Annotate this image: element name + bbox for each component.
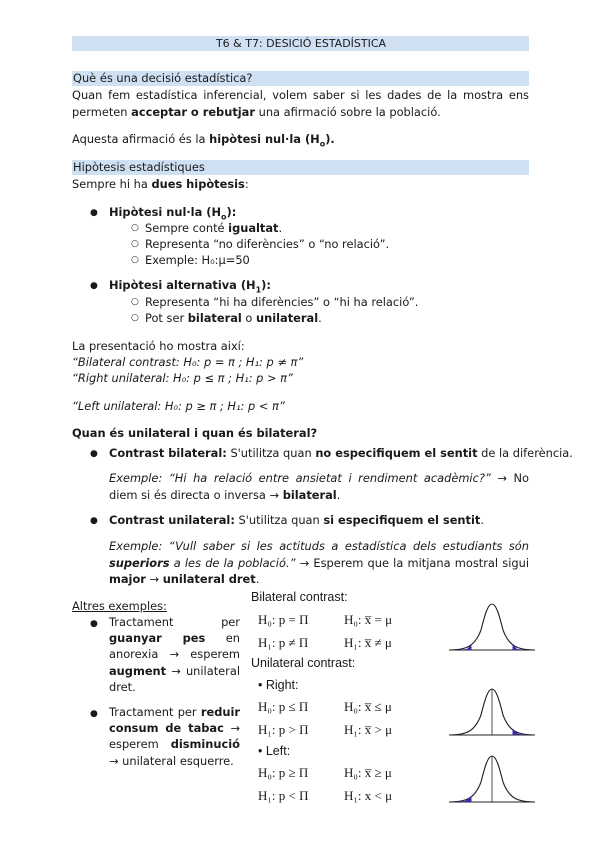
subscript: 1 xyxy=(255,285,262,295)
text: . xyxy=(336,487,341,502)
bold-text: acceptar o rebutjar xyxy=(131,104,255,119)
text: S'utilitza quan xyxy=(226,446,316,460)
bold-text: ). xyxy=(325,132,335,146)
bold-text: unilateral xyxy=(256,311,319,325)
text: Pot ser xyxy=(145,311,188,325)
fig-r-h0m: H₀: x̅ ≤ μ xyxy=(344,699,392,714)
left-curve-graphic xyxy=(447,752,537,808)
bold-text: reduir consum de tabac xyxy=(109,705,240,736)
bold-text: ): xyxy=(226,205,237,219)
bold-text: si especifiquem el sentit xyxy=(323,513,481,527)
bold-text: Hipòtesi nul·la (H xyxy=(109,205,221,219)
fig-unilateral-title: Unilateral contrast: xyxy=(251,656,356,670)
text: . xyxy=(278,221,283,235)
paragraph-h0 xyxy=(72,131,335,152)
subscript: o xyxy=(319,139,326,149)
bell-curve xyxy=(449,604,535,650)
section-heading-text: Què és una decisió estadística? xyxy=(73,71,253,85)
bullet-icon: ● xyxy=(90,281,98,291)
example-1 xyxy=(109,614,240,695)
text: : xyxy=(244,177,249,191)
fig-l-h1: H₁: p < Π xyxy=(258,788,309,803)
h0-item-2: Representa “no diferències” o “no relació”. xyxy=(145,237,390,251)
bold-text: Contrast unilateral: xyxy=(109,513,235,527)
bold-text: dues hipòtesis xyxy=(151,177,245,191)
fig-right-label: • Right: xyxy=(258,678,299,692)
circle-bullet-icon: ○ xyxy=(131,313,139,323)
section-heading-quan xyxy=(72,425,317,441)
circle-bullet-icon: ○ xyxy=(131,239,139,249)
example-2 xyxy=(109,704,240,769)
subscript: o xyxy=(220,212,227,222)
section-heading-text: Hipòtesis estadístiques xyxy=(73,160,205,174)
fig-bil-h0: H₀: p = Π xyxy=(258,612,309,627)
right-curve-graphic xyxy=(447,685,537,741)
fig-r-h1: H₁: p > Π xyxy=(258,722,309,737)
unilateral-example xyxy=(109,538,529,588)
bilateral-curve-graphic xyxy=(447,600,537,656)
italic-text: Exemple: “Vull saber si les actituds a estadística dels estudiants són xyxy=(109,539,529,553)
bullet-icon: ● xyxy=(90,449,98,459)
quote-right: “Right unilateral: H₀: p ≤ π ; H₁: p > π” xyxy=(72,371,293,385)
bold-text: hipòtesi nul·la (H xyxy=(209,132,320,146)
bold-text: Contrast bilateral: xyxy=(109,446,227,460)
circle-bullet-icon: ○ xyxy=(131,297,139,307)
bold-text: augment xyxy=(109,663,167,678)
bold-text: bilateral xyxy=(187,311,242,325)
fig-r-h0: H₀: p ≤ Π xyxy=(258,699,309,714)
fig-l-h1m: H₁: x < μ xyxy=(344,788,393,803)
text: Sempre conté xyxy=(145,221,229,235)
fig-r-h1m: H₁: x̅ > μ xyxy=(344,722,393,737)
text: → esperem xyxy=(109,721,240,752)
fig-l-h0: H₀: p ≥ Π xyxy=(258,765,309,780)
fig-bilateral-title: Bilateral contrast: xyxy=(251,590,348,604)
text: Quan fem estadística inferencial, volem saber si les dades de la mostra ens permeten xyxy=(72,88,529,119)
bullet-icon: ● xyxy=(90,709,98,719)
fig-bil-h1: H₁: p ≠ Π xyxy=(258,635,309,650)
bold-heading: Quan és unilateral i quan és bilateral? xyxy=(72,426,318,440)
quote-left: “Left unilateral: H₀: p ≥ π ; H₁: p < π” xyxy=(72,399,285,413)
paragraph-intro xyxy=(72,87,529,120)
presentacio-text: La presentació ho mostra així: xyxy=(72,339,245,353)
paragraph-dues xyxy=(72,176,249,192)
text: Sempre hi ha xyxy=(72,177,152,191)
text: → unilateral esquerre. xyxy=(109,753,234,768)
bold-text: no especifiquem el sentit xyxy=(315,446,478,460)
bold-text: unilateral dret xyxy=(162,572,256,586)
bilateral-definition xyxy=(109,445,573,461)
fig-bil-h1m: H₁: x̅ ≠ μ xyxy=(344,635,392,650)
quote-bilateral: “Bilateral contrast: H₀: p = π ; H₁: p ≠ π” xyxy=(72,355,304,369)
bold-text: ): xyxy=(261,278,271,292)
text: una afirmació sobre la població. xyxy=(254,104,441,119)
text: . xyxy=(255,572,260,586)
title-bar xyxy=(72,36,529,51)
text: S'utilitza quan xyxy=(234,513,324,527)
bold-text: igualtat xyxy=(228,221,279,235)
text: Aquesta afirmació és la xyxy=(72,132,210,146)
altres-heading: Altres exemples: xyxy=(72,599,167,613)
section-heading-decisio xyxy=(72,71,529,86)
circle-bullet-icon: ○ xyxy=(131,223,139,233)
text: → unilateral dret. xyxy=(109,663,240,694)
bold-text: disminució xyxy=(170,737,240,752)
fig-left-label: • Left: xyxy=(258,744,291,758)
bold-text: Hipòtesi alternativa (H xyxy=(109,278,256,292)
text: de la diferència. xyxy=(477,446,573,460)
h1-item-1: Representa “hi ha diferències” o “hi ha relació”. xyxy=(145,295,419,309)
bold-text: guanyar pes xyxy=(109,631,206,646)
bullet-icon: ● xyxy=(90,619,98,629)
unilateral-definition xyxy=(109,512,484,528)
h0-item-3: Exemple: H₀:μ=50 xyxy=(145,253,250,267)
text: Tractament per xyxy=(109,615,240,629)
h1-item-2 xyxy=(145,310,322,326)
fig-bil-h0m: H₀: x̅ = μ xyxy=(344,612,393,627)
bilateral-example xyxy=(109,470,529,503)
bold-italic-text: superiors xyxy=(109,555,170,570)
h0-item-1 xyxy=(145,220,282,236)
text: . xyxy=(318,311,322,325)
text: → xyxy=(145,572,163,586)
page-title: T6 & T7: DESICIÓ ESTADÍSTICA xyxy=(215,37,387,50)
bullet-icon: ● xyxy=(90,208,98,218)
text: → No diem si és directa o inversa → xyxy=(109,471,529,502)
text: en anorexia → esperem xyxy=(109,631,240,662)
bold-text: bilateral xyxy=(282,487,337,502)
text: . xyxy=(480,513,484,527)
text: → Esperem que la mitjana mostral sigui xyxy=(295,555,529,570)
italic-text: Exemple: “Hi ha relació entre ansietat i rendiment acadèmic?” xyxy=(109,471,491,485)
fig-l-h0m: H₀: x̅ ≥ μ xyxy=(344,765,392,780)
circle-bullet-icon: ○ xyxy=(131,255,139,265)
bullet-icon: ● xyxy=(90,516,98,526)
text: o xyxy=(241,311,257,325)
italic-text: a les de la població.” xyxy=(169,555,296,570)
bold-text: major xyxy=(109,572,146,586)
text: Tractament per xyxy=(109,705,201,719)
section-heading-hipotesis xyxy=(72,160,529,175)
